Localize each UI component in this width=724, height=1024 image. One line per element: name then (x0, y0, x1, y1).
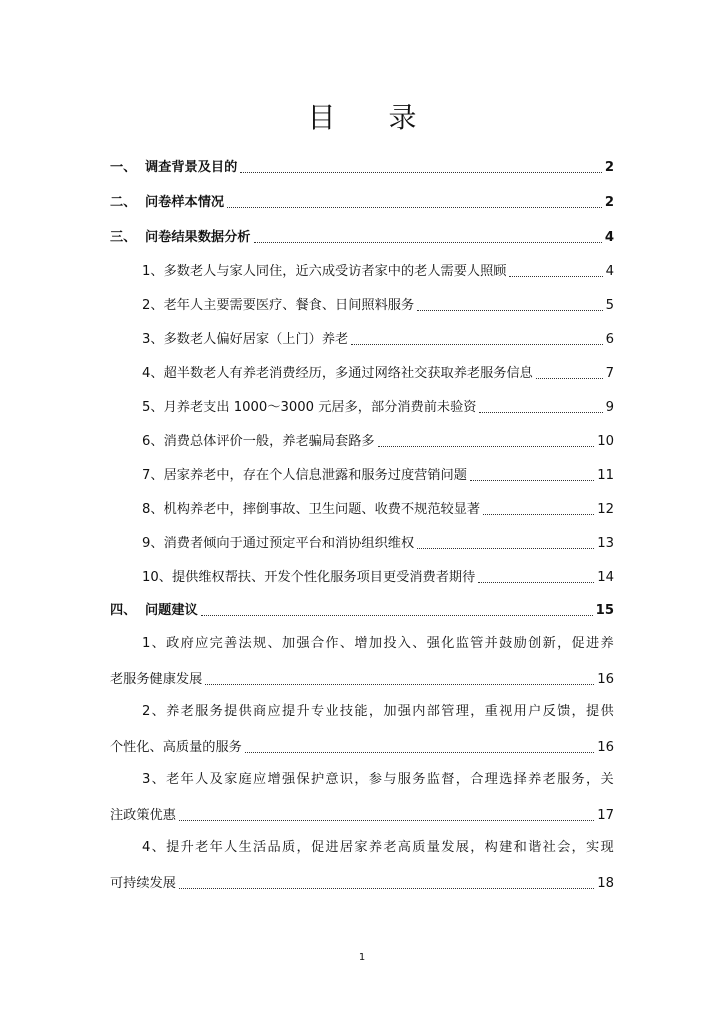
toc-entry-page: 4 (605, 264, 614, 279)
toc-entry-page: 4 (604, 230, 614, 245)
dot-leader (205, 684, 594, 685)
toc-subentry-3-3[interactable] (142, 328, 614, 350)
dot-leader (536, 378, 603, 379)
toc-entry-title: 2、养老服务提供商应提升专业技能，加强内部管理，重视用户反馈，提供 (142, 704, 614, 719)
toc-entry-title: 1、多数老人与家人同住，近六成受访者家中的老人需要人照顾 (142, 264, 507, 279)
toc-entry-page: 11 (597, 468, 614, 483)
page-number-footer: 1 (358, 952, 366, 963)
dot-leader (483, 514, 594, 515)
toc-entry-section-2[interactable] (110, 191, 614, 213)
toc-entry-page: 9 (605, 400, 614, 415)
toc-entry-title-continued: 老服务健康发展 (110, 672, 203, 687)
toc-entry-title: 3、多数老人偏好居家（上门）养老 (142, 332, 349, 347)
dot-leader (254, 242, 602, 243)
toc-entry-page: 2 (604, 160, 614, 175)
toc-entry-page: 15 (595, 603, 614, 618)
toc-entry-title: 3、老年人及家庭应增强保护意识，参与服务监督，合理选择养老服务，关 (142, 772, 614, 787)
toc-entry-number: 四、 (110, 603, 137, 618)
toc-entry-title-continued: 注政策优惠 (110, 808, 176, 823)
toc-entry-title: 4、超半数老人有养老消费经历，多通过网络社交获取养老服务信息 (142, 366, 533, 381)
toc-entry-title: 1、政府应完善法规、加强合作、增加投入、强化监管并鼓励创新，促进养 (142, 636, 614, 651)
toc-subentry-4-2-line1[interactable] (142, 702, 614, 724)
toc-entry-page: 12 (597, 502, 614, 517)
toc-entry-page: 17 (597, 808, 614, 823)
toc-entry-title: 6、消费总体评价一般，养老骗局套路多 (142, 434, 375, 449)
toc-entry-page: 16 (597, 740, 614, 755)
toc-subentry-3-4[interactable] (142, 362, 614, 384)
toc-entry-title: 问题建议 (145, 603, 198, 618)
dot-leader (479, 412, 602, 413)
dot-leader (245, 752, 594, 753)
dot-leader (240, 172, 602, 173)
toc-subentry-4-4-line1[interactable] (142, 838, 614, 860)
toc-entry-section-4[interactable] (110, 599, 614, 621)
toc-entry-title: 7、居家养老中，存在个人信息泄露和服务过度营销问题 (142, 468, 467, 483)
toc-subentry-3-6[interactable] (142, 430, 614, 452)
dot-leader (179, 820, 594, 821)
toc-entry-number: 三、 (110, 230, 137, 245)
toc-subentry-4-2-line2[interactable] (110, 736, 614, 758)
dot-leader (378, 446, 595, 447)
toc-entry-number: 一、 (110, 160, 137, 175)
toc-subentry-4-4-line2[interactable] (110, 872, 614, 894)
toc-subentry-3-5[interactable] (142, 396, 614, 418)
toc-entry-title: 9、消费者倾向于通过预定平台和消协组织维权 (142, 536, 415, 551)
toc-subentry-3-9[interactable] (142, 532, 614, 554)
toc-entry-title: 调查背景及目的 (145, 160, 238, 175)
dot-leader (470, 480, 594, 481)
toc-entry-title: 问卷结果数据分析 (145, 230, 251, 245)
toc-subentry-3-8[interactable] (142, 498, 614, 520)
toc-subentry-4-1-line2[interactable] (110, 668, 614, 690)
toc-subentry-4-3-line1[interactable] (142, 770, 614, 792)
dot-leader (417, 548, 594, 549)
page-title: 目 录 (307, 101, 439, 134)
toc-entry-page: 16 (597, 672, 614, 687)
toc-entry-number: 二、 (110, 195, 137, 210)
toc-entry-page: 5 (605, 298, 614, 313)
toc-entry-page: 13 (597, 536, 614, 551)
dot-leader (201, 615, 593, 616)
toc-subentry-3-1[interactable] (142, 260, 614, 282)
toc-entry-title: 问卷样本情况 (145, 195, 225, 210)
dot-leader (478, 582, 594, 583)
toc-subentry-4-1-line1[interactable] (142, 634, 614, 656)
toc-entry-page: 14 (597, 570, 614, 585)
toc-entry-section-1[interactable] (110, 156, 614, 178)
toc-subentry-3-2[interactable] (142, 294, 614, 316)
toc-entry-title: 10、提供维权帮扶、开发个性化服务项目更受消费者期待 (142, 570, 476, 585)
toc-subentry-4-3-line2[interactable] (110, 804, 614, 826)
toc-entry-page: 2 (604, 195, 614, 210)
toc-entry-page: 10 (597, 434, 614, 449)
toc-subentry-3-10[interactable] (142, 566, 614, 588)
toc-entry-page: 7 (605, 366, 614, 381)
toc-entry-page: 18 (597, 876, 614, 891)
toc-subentry-3-7[interactable] (142, 464, 614, 486)
dot-leader (351, 344, 602, 345)
toc-entry-title: 4、提升老年人生活品质，促进居家养老高质量发展，构建和谐社会，实现 (142, 840, 614, 855)
toc-entry-title: 8、机构养老中，摔倒事故、卫生问题、收费不规范较显著 (142, 502, 481, 517)
dot-leader (417, 310, 602, 311)
toc-entry-title: 2、老年人主要需要医疗、餐食、日间照料服务 (142, 298, 415, 313)
dot-leader (227, 207, 602, 208)
toc-entry-title-continued: 个性化、高质量的服务 (110, 740, 242, 755)
toc-entry-section-3[interactable] (110, 226, 614, 248)
toc-entry-title-continued: 可持续发展 (110, 876, 176, 891)
toc-entry-page: 6 (605, 332, 614, 347)
dot-leader (179, 888, 594, 889)
dot-leader (509, 276, 602, 277)
toc-entry-title: 5、月养老支出 1000～3000 元居多，部分消费前未验资 (142, 400, 477, 415)
